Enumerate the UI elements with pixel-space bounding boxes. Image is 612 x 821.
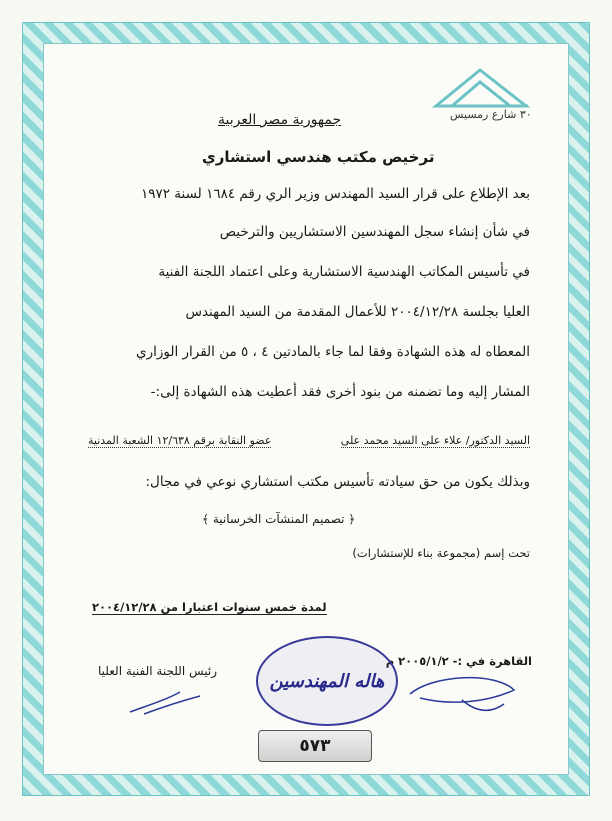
body-line-3: في تأسيس المكاتب الهندسية الاستشارية وعلى اعتماد اللجنة الفنية — [158, 264, 530, 280]
signatory-title: رئيس اللجنة الفنية العليا — [98, 664, 218, 678]
body-line-5: المعطاه له هذه الشهادة وفقا لما جاء بالمادتين ٤ ، ٥ من القرار الوزاري — [136, 344, 530, 360]
stamp-text: هاله المهندسين — [269, 670, 385, 692]
grantee-membership: عضو النقابة برقم ١٢/٦٣٨ الشعبة المدنية — [88, 434, 272, 447]
field-text: تصميم المنشآت الخرسانية — [212, 512, 345, 526]
grantee-name: السيد الدكتور/ علاء على السيد محمد على — [340, 434, 530, 447]
page-title: ترخيص مكتب هندسي استشاري — [202, 148, 435, 166]
permit-line: وبذلك يكون من حق سيادته تأسيس مكتب استشاري نوعي في مجال: — [145, 474, 530, 490]
office-name: تحت إسم (مجموعة بناء للإستشارات) — [352, 546, 530, 560]
republic-heading: جمهورية مصر العربية — [218, 112, 342, 128]
body-line-2: في شأن إنشاء سجل المهندسين الاستشاريين والترخيص — [219, 224, 530, 240]
signature-left-icon — [126, 686, 206, 716]
serial-number: ٥٧٣ — [258, 730, 372, 762]
field-of-practice: ﴿ تصميم المنشآت الخرسانية ﴾ — [202, 512, 356, 526]
body-line-4: العليا بجلسة ٢٠٠٤/١٢/٢٨ للأعمال المقدمة من السيد المهندس — [185, 304, 530, 320]
validity-text: لمدة خمس سنوات اعتبارا من ٢٠٠٤/١٢/٢٨ — [92, 600, 327, 614]
signature-right-icon — [404, 672, 524, 716]
organization-logo-icon — [432, 66, 530, 110]
address-text: ٣٠ شارع رمسيس — [450, 108, 532, 121]
body-line-1: بعد الإطلاع على قرار السيد المهندس وزير الري رقم ١٦٨٤ لسنة ١٩٧٢ — [140, 186, 530, 202]
issue-date: القاهرة في :- ٢٠٠٥/١/٢ م — [385, 654, 532, 668]
official-stamp — [256, 636, 398, 726]
body-line-6: المشار إليه وما تضمنه من بنود أخرى فقد أعطيت هذه الشهادة إلى:- — [150, 384, 530, 400]
